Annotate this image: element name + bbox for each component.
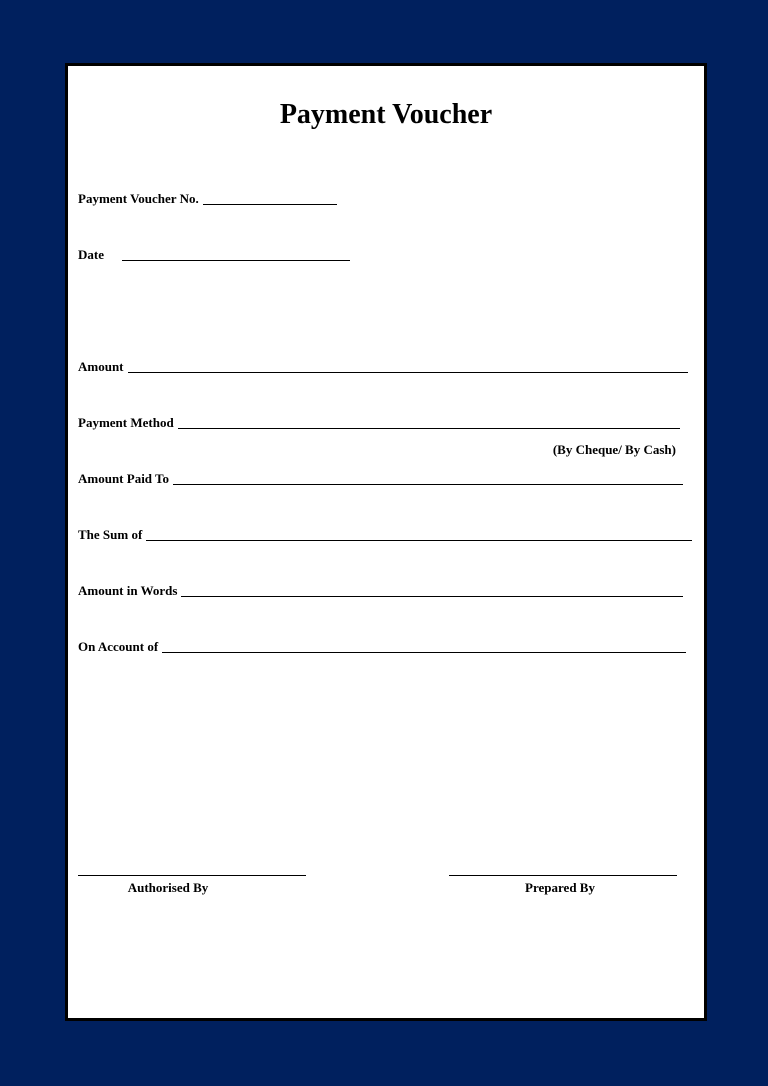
prepared-by-label: Prepared By (525, 880, 595, 895)
payment-method-note: (By Cheque/ By Cash) (552, 442, 676, 457)
voucher-no-field[interactable] (78, 184, 337, 208)
page-title: Payment Voucher (279, 99, 493, 130)
amount-line[interactable] (128, 372, 688, 373)
on-account-of-label: On Account of (78, 639, 159, 654)
payment-method-field[interactable] (78, 408, 680, 432)
voucher-no-label: Payment Voucher No. (78, 191, 199, 206)
sum-of-field[interactable] (78, 520, 692, 544)
on-account-of-line[interactable] (162, 652, 686, 653)
date-label: Date (78, 247, 104, 262)
prepared-signature-line[interactable] (449, 875, 677, 876)
amount-field[interactable] (78, 352, 688, 376)
date-field[interactable] (78, 240, 350, 264)
amount-paid-to-field[interactable] (78, 464, 683, 488)
payment-method-label: Payment Method (78, 415, 174, 430)
authorised-by-label: Authorised By (127, 880, 209, 895)
amount-label: Amount (78, 359, 124, 374)
authorised-signature-line[interactable] (78, 875, 306, 876)
amount-in-words-field[interactable] (78, 576, 683, 600)
sum-of-line[interactable] (146, 540, 692, 541)
date-line[interactable] (122, 260, 350, 261)
amount-paid-to-label: Amount Paid To (78, 471, 170, 486)
voucher-page (65, 63, 707, 1021)
amount-in-words-line[interactable] (181, 596, 683, 597)
sum-of-label: The Sum of (78, 527, 143, 542)
amount-paid-to-line[interactable] (173, 484, 683, 485)
on-account-of-field[interactable] (78, 632, 686, 656)
amount-in-words-label: Amount in Words (78, 583, 178, 598)
voucher-no-line[interactable] (203, 204, 337, 205)
payment-method-line[interactable] (178, 428, 680, 429)
